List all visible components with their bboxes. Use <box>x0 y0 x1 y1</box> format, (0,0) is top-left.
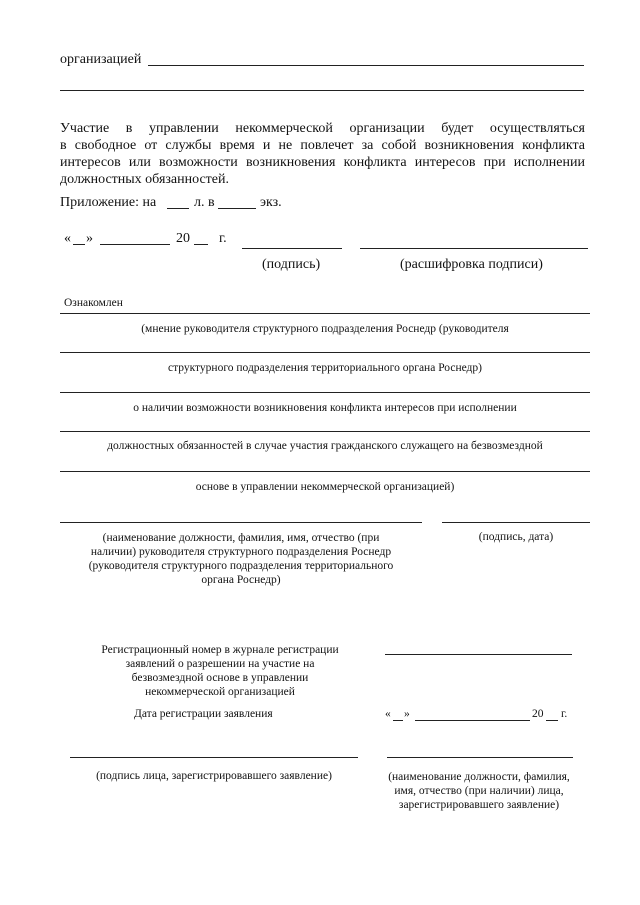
head-name-line[interactable] <box>60 522 422 523</box>
attachment-prefix: Приложение: на <box>60 195 157 210</box>
statement-line-2: в свободное от службы время и не повлечет за собой возникновения конфликта <box>60 138 585 153</box>
registrar-sign-caption: (подпись лица, зарегистрировавшего заявление) <box>96 770 332 782</box>
org-label: организацией <box>60 52 142 67</box>
head-caption-line-1: (наименование должности, фамилия, имя, отчество (при <box>102 532 380 544</box>
head-sign-date-line[interactable] <box>442 522 590 523</box>
review-line-4[interactable] <box>60 431 590 432</box>
registration-caption-line-1: Регистрационный номер в журнале регистрации <box>101 644 339 656</box>
review-title: Ознакомлен <box>64 297 123 309</box>
date-open-quote: « <box>64 231 71 246</box>
review-caption-2: структурного подразделения территориального органа Роснедр) <box>168 362 482 374</box>
date-year-suffix: г. <box>219 231 227 246</box>
reg-date-day-line[interactable] <box>393 720 403 721</box>
decoding-line[interactable] <box>360 248 588 249</box>
org-fill-line[interactable] <box>148 65 584 66</box>
review-line-2[interactable] <box>60 352 590 353</box>
review-line-3[interactable] <box>60 392 590 393</box>
review-caption-3: о наличии возможности возникновения конфликта интересов при исполнении <box>133 402 517 414</box>
registrar-caption-line-3: зарегистрировавшего заявление) <box>398 799 560 811</box>
registrar-name-caption <box>370 770 588 812</box>
org-fill-line-2[interactable] <box>60 90 584 91</box>
registration-date-caption: Дата регистрации заявления <box>134 708 273 720</box>
decoding-caption: (расшифровка подписи) <box>400 257 543 272</box>
reg-date-year-suffix: г. <box>561 708 568 720</box>
registration-caption-line-2: заявлений о разрешении на участие на <box>125 658 315 670</box>
signature-caption: (подпись) <box>262 257 321 272</box>
attachment-copies-line[interactable] <box>218 208 256 209</box>
attachment-middle: л. в <box>194 195 215 210</box>
registrar-caption-line-1: (наименование должности, фамилия, <box>388 771 570 783</box>
date-year-prefix: 20 <box>176 231 190 246</box>
registrar-sign-line[interactable] <box>70 757 358 758</box>
reg-date-year-prefix: 20 <box>532 708 544 720</box>
registrar-caption-line-2: имя, отчество (при наличии) лица, <box>394 785 564 797</box>
review-caption-5: основе в управлении некоммерческой организацией) <box>195 481 455 493</box>
registration-caption-line-4: некоммерческой организацией <box>145 686 295 698</box>
date-year-line[interactable] <box>194 244 208 245</box>
review-caption-4: должностных обязанностей в случае участия гражданского служащего на безвозмездной <box>107 440 543 452</box>
head-caption-line-4: органа Роснедр) <box>201 574 281 586</box>
reg-date-year-line[interactable] <box>546 720 558 721</box>
statement-line-3: интересов или возможности возникновения конфликта интересов при исполнении <box>60 155 585 170</box>
registrar-name-line[interactable] <box>387 757 573 758</box>
review-line-5[interactable] <box>60 471 590 472</box>
reg-date-open-quote: « <box>385 708 391 720</box>
registration-caption-line-3: безвозмездной основе в управлении <box>131 672 309 684</box>
signature-line[interactable] <box>242 248 342 249</box>
registration-number-caption <box>70 643 370 699</box>
attachment-pages-line[interactable] <box>167 208 189 209</box>
attachment-suffix: экз. <box>260 195 282 210</box>
head-caption-line-2: наличии) руководителя структурного подразделения Роснедр <box>90 546 392 558</box>
head-sign-date-caption: (подпись, дата) <box>478 531 554 543</box>
date-day-line[interactable] <box>73 244 85 245</box>
statement-line-1: Участие в управлении некоммерческой организации будет осуществляться <box>60 121 585 136</box>
head-caption <box>60 531 422 587</box>
registration-number-line[interactable] <box>385 654 572 655</box>
reg-date-month-line[interactable] <box>415 720 530 721</box>
date-close-quote: » <box>86 231 93 246</box>
date-month-line[interactable] <box>100 244 170 245</box>
reg-date-close-quote: » <box>404 708 410 720</box>
review-line-top[interactable] <box>60 313 590 314</box>
review-caption-1: (мнение руководителя структурного подразделения Роснедр (руководителя <box>141 323 509 335</box>
head-caption-line-3: (руководителя структурного подразделения территориального <box>88 560 394 572</box>
statement-line-4: должностных обязанностей. <box>60 172 229 187</box>
